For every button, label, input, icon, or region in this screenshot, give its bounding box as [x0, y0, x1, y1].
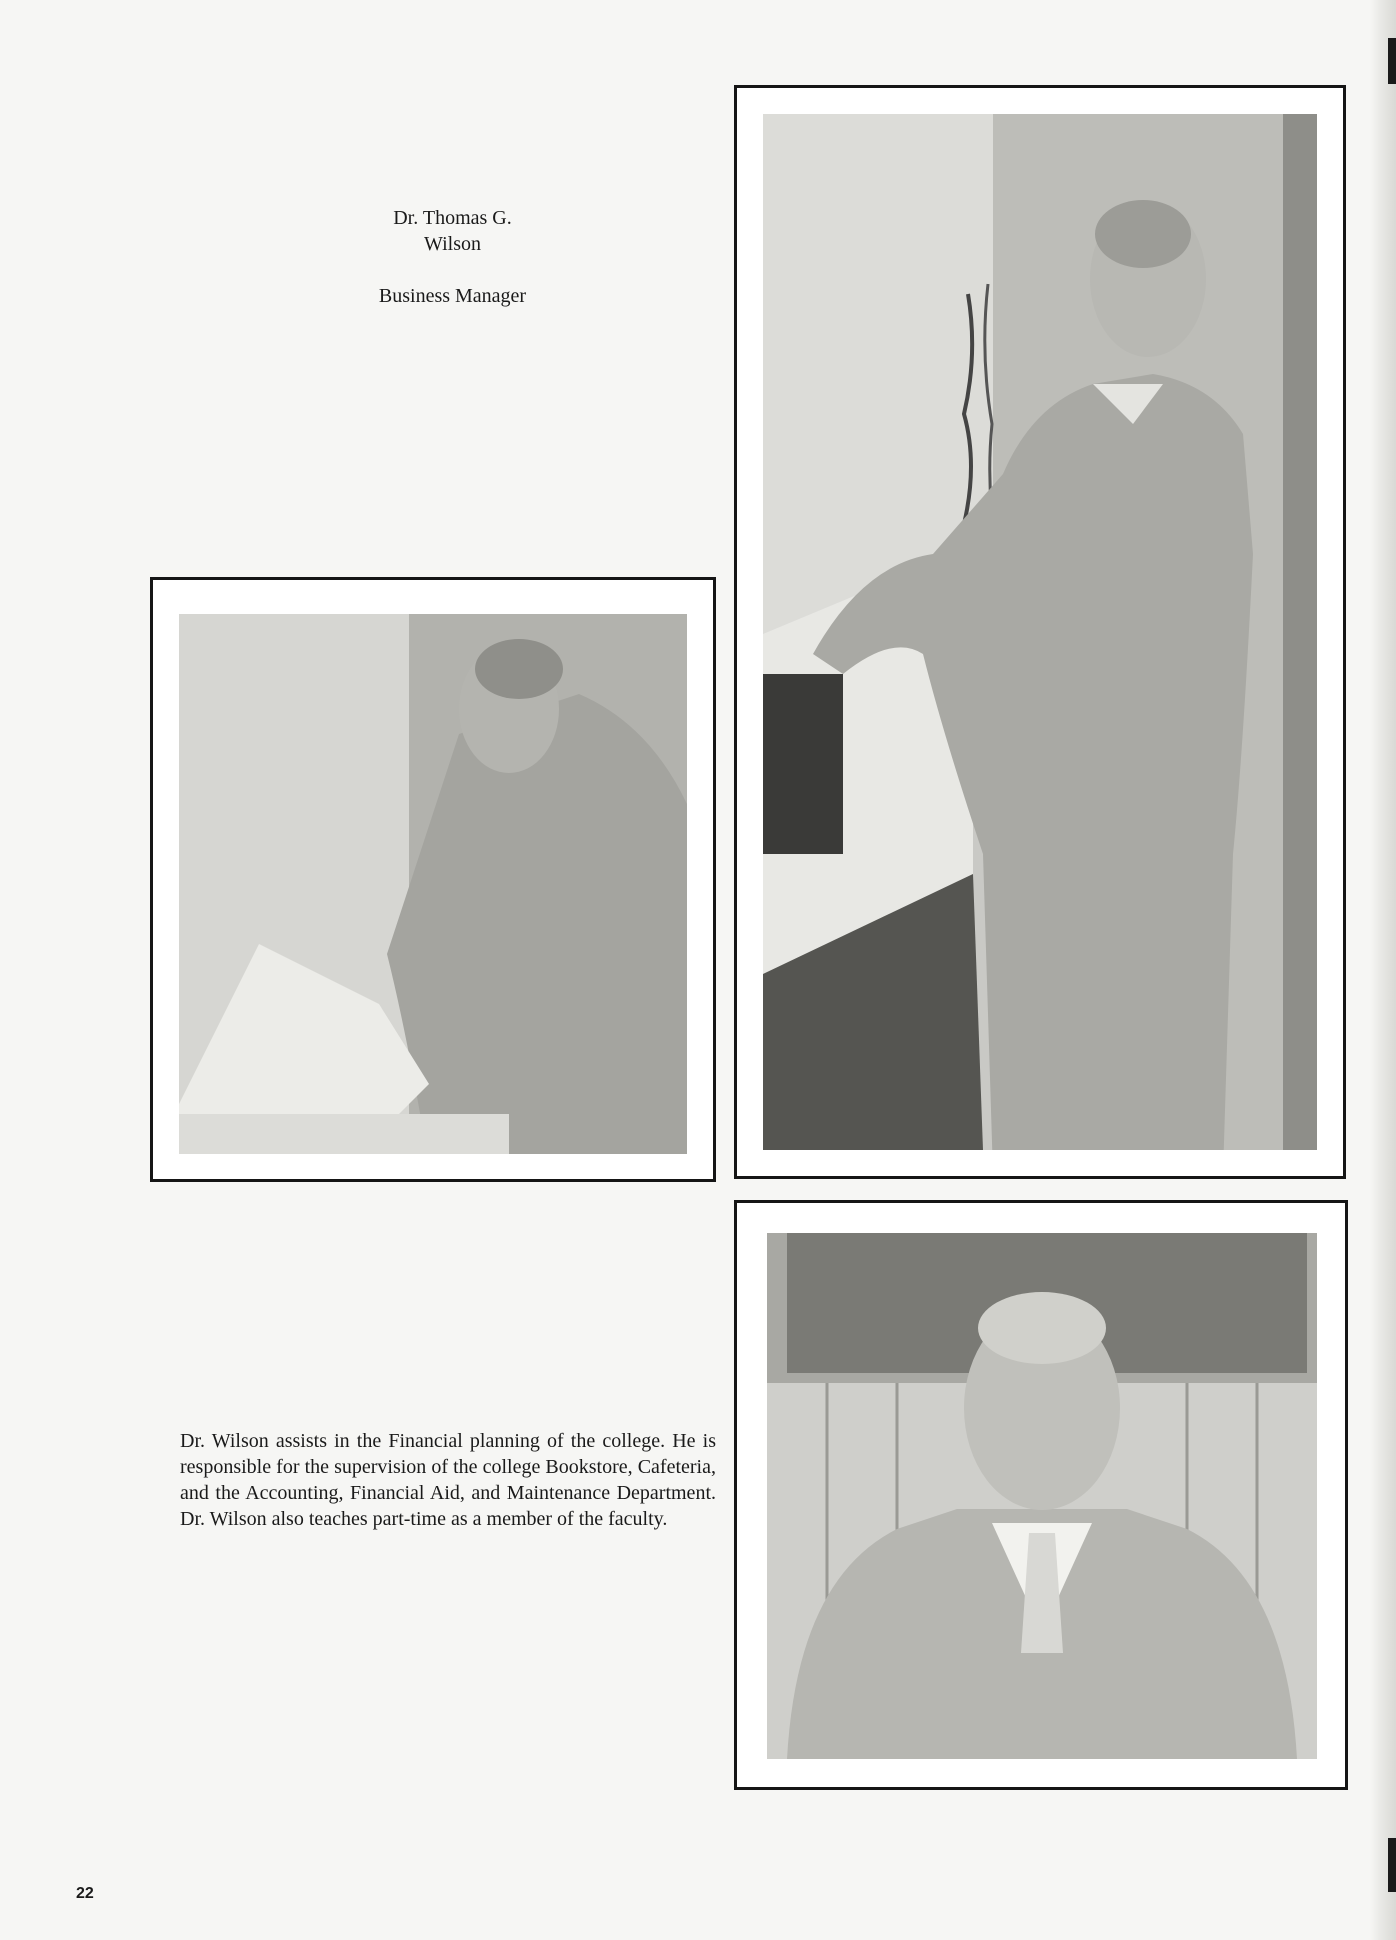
photo-frame-reading [150, 577, 716, 1182]
page-number: 22 [76, 1885, 94, 1902]
photo-reading-printout [179, 614, 687, 1154]
name-caption [330, 205, 575, 309]
job-title: Business Manager [378, 285, 527, 307]
photo-frame-standing [734, 85, 1346, 1179]
person-name-line2: Wilson [424, 233, 481, 255]
description-paragraph: Dr. Wilson assists in the Financial planning of the college. He is responsible for the supervision of the college Bookstore, Cafeteria, and the Accounting, Financial Aid, and Maintenance Department. Dr. Wilson also teaches part-time as a member of the faculty. [180, 1430, 716, 1530]
photo-portrait [767, 1233, 1317, 1759]
person-name-line1: Dr. Thomas G. [393, 207, 512, 229]
photo-standing-at-console [763, 114, 1317, 1150]
edge-mark [1388, 38, 1396, 84]
photo-frame-portrait [734, 1200, 1348, 1790]
edge-mark [1388, 1838, 1396, 1892]
page-edge [1370, 0, 1396, 1940]
